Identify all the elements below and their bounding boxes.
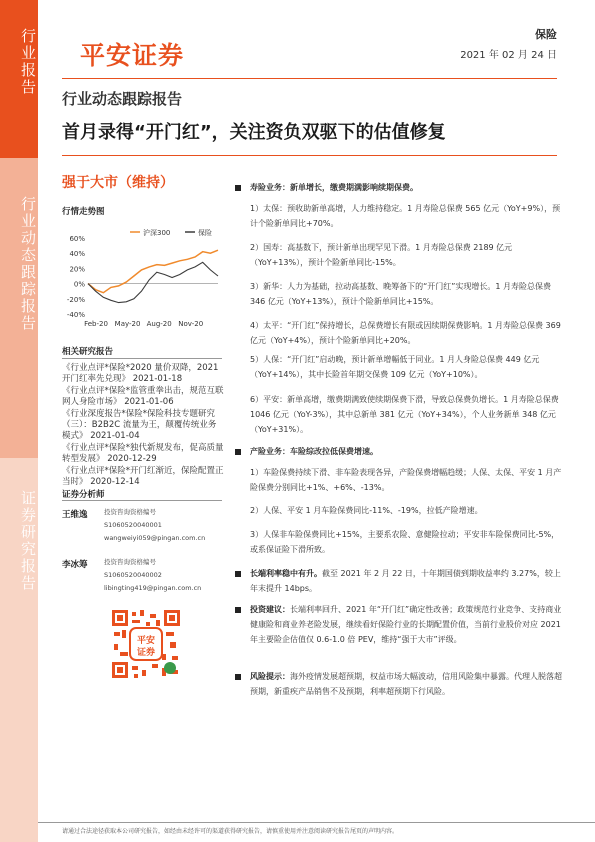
side-label-industry: 行业报告 <box>19 28 37 96</box>
bullet-icon <box>235 185 241 191</box>
y-tick-label: 20% <box>69 265 85 274</box>
y-tick-label: 0% <box>73 280 85 289</box>
y-tick-label: -20% <box>66 295 85 304</box>
body-paragraph: 6）平安：新单高增，缴费期满致使续期保费下滑，导致总保费负增长。1 月寿险总保费 1046 亿元（YoY-3%），其中总新单 381 亿元（YoY+34%），个人业务新单 348 亿元（YoY+31%）。 <box>250 395 559 434</box>
report-type: 行业动态跟踪报告 <box>62 90 183 108</box>
related-item[interactable]: 《行业点评*保险*监管重拳出击，规范互联网人身险市场》 2021-01-06 <box>62 386 224 407</box>
body-paragraph: 4）太平：“开门红”保持增长，总保费增长有限或因续期保费影响。1 月寿险总保费 369 亿元（YoY+4%），预计个险新单同比+20%。 <box>250 321 561 345</box>
rating-label: 强于大市（维持） <box>62 175 174 191</box>
header-divider <box>62 78 557 79</box>
x-tick-label: Feb-20 <box>84 320 108 328</box>
analyst-cert-no: S1060520040001 <box>104 521 162 529</box>
company-logo: 平安证券 <box>80 41 185 70</box>
trend-chart <box>58 222 228 334</box>
body-paragraph: 投资建议：长端利率回升、2021 年“开门红”确定性改善；政策规范行业竞争、支持商业健康险和商业养老险发展，继续看好保险行业的长期配置价值，当前行业股价对应 2021 年主要险企估值仅 0.6-1.0 倍 PEV，维持“强于大市”评级。 <box>250 605 562 644</box>
analyst-heading: 证券分析师 <box>62 490 105 500</box>
series-line <box>88 250 218 293</box>
related-heading: 相关研究报告 <box>62 347 114 357</box>
bullet-icon <box>235 449 241 455</box>
body-paragraph: 1）车险保费持续下滑、非车险表现各异，产险保费增幅趋缓；人保、太保、平安 1 月产险保费分别同比+1%、+6%、-13%。 <box>250 468 562 492</box>
analyst-cert-no: S1060520040002 <box>104 571 162 579</box>
footer-disclaimer: 请通过合法途径获取本公司研究报告，如经由未经许可的渠道获得研究报告，请慎重使用并注意阅读研究报告尾页的声明内容。 <box>62 828 399 835</box>
side-label-research: 证券研究报告 <box>19 490 37 592</box>
side-label-report-type: 行业动态跟踪报告 <box>19 196 37 332</box>
chart-legend <box>130 228 212 237</box>
related-divider <box>62 358 222 359</box>
analyst-cert-label: 投资咨询资格编号 <box>104 508 156 516</box>
body-paragraph: 3）新华：人力为基础，拉动高基数、晚筹备下的“开门红”实现增长。1 月寿险总保费 346 亿元（YoY+13%），预计个险新单同比+15%。 <box>250 282 552 306</box>
body-paragraph: 风险提示：海外疫情发展超预期，权益市场大幅波动，信用风险集中暴露。代理人脱落超预期，新重疾产品销售不及预期，利率超预期下行风险。 <box>250 672 562 696</box>
related-item[interactable]: 《行业点评*保险*开门红渐近，保险配置正当时》 2020-12-14 <box>62 466 224 487</box>
analyst-divider <box>62 500 222 501</box>
sector-label: 保险 <box>535 28 557 41</box>
x-tick-label: May-20 <box>114 320 141 328</box>
chart-axes <box>67 235 218 328</box>
analyst-name: 王维逸 <box>62 510 88 520</box>
related-item[interactable]: 《行业深度报告*保险*保险科技专题研究（三）：B2B2C 流量为王，颠覆传统业务模式》 2021-01-04 <box>62 409 217 441</box>
body-paragraph: 1）太保：预收助新单高增，人力维持稳定。1 月寿险总保费 565 亿元（YoY+9%），预计个险新单同比+70%。 <box>250 204 561 228</box>
bullet-icon <box>235 571 241 577</box>
analyst-email[interactable]: libingting419@pingan.com.cn <box>104 584 202 592</box>
analyst-cert-label: 投资咨询资格编号 <box>104 558 156 566</box>
qr-code-icon <box>110 608 182 680</box>
x-tick-label: Aug-20 <box>146 320 172 328</box>
y-tick-label: -40% <box>66 311 85 319</box>
related-list <box>62 363 224 488</box>
body-paragraph: 3）人保非车险保费同比+15%，主要系农险、意健险拉动；平安非车险保费同比-5%，或系保证险下滑所致。 <box>250 530 560 554</box>
footer-divider <box>38 822 595 823</box>
y-tick-label: 60% <box>69 235 85 243</box>
svg-text:平安: 平安 <box>136 636 156 646</box>
section-heading: 寿险业务：新单增长，缴费期满影响续期保费。 <box>250 183 418 192</box>
analyst-info <box>104 506 205 545</box>
report-date: 2021 年 02 月 24 日 <box>460 50 557 61</box>
legend-label: 沪深300 <box>143 229 171 237</box>
x-tick-label: Nov-20 <box>178 320 204 328</box>
body-paragraph: 2）人保、平安 1 月车险保费同比-11%、-19%，拉低产险增速。 <box>250 506 483 515</box>
body-paragraph: 长端利率稳中有升。截至 2021 年 2 月 22 日，十年期国债到期收益率约 3.27%，较上年末提升 14bps。 <box>250 569 561 593</box>
analyst-name: 李冰筹 <box>62 560 88 570</box>
chart-lines <box>88 250 218 302</box>
bullet-icon <box>235 674 241 680</box>
series-line <box>88 262 218 302</box>
body-paragraph: 5）人保：“开门红”启动晚，预计新单增幅低于同业。1 月人身险总保费 449 亿元（YoY+14%），其中长险首年期交保费 109 亿元（YoY+10%）。 <box>250 355 540 379</box>
title-divider <box>62 155 557 156</box>
legend-label: 保险 <box>198 229 212 237</box>
section-heading: 产险业务：车险综改拉低保费增速。 <box>250 447 378 456</box>
related-item[interactable]: 《行业点评*保险*2020 量价双降，2021 开门红率先兑现》 2021-01-18 <box>62 363 219 384</box>
bullet-icon <box>235 607 241 613</box>
y-tick-label: 40% <box>69 250 85 259</box>
related-item[interactable]: 《行业点评*保险*独代新规发布，促高质量转型发展》 2020-12-29 <box>62 443 224 464</box>
analyst-email[interactable]: wangweiyi059@pingan.com.cn <box>104 534 206 542</box>
page-title: 首月录得“开门红”，关注资负双驱下的估值修复 <box>62 122 446 143</box>
analyst-info <box>104 556 201 595</box>
body-paragraph: 2）国寿：高基数下，预计新单出现罕见下滑。1 月寿险总保费 2189 亿元（YoY+13%），预计个险新单同比-15%。 <box>250 243 513 267</box>
trend-heading: 行情走势图 <box>62 207 105 217</box>
svg-text:证券: 证券 <box>136 648 156 658</box>
